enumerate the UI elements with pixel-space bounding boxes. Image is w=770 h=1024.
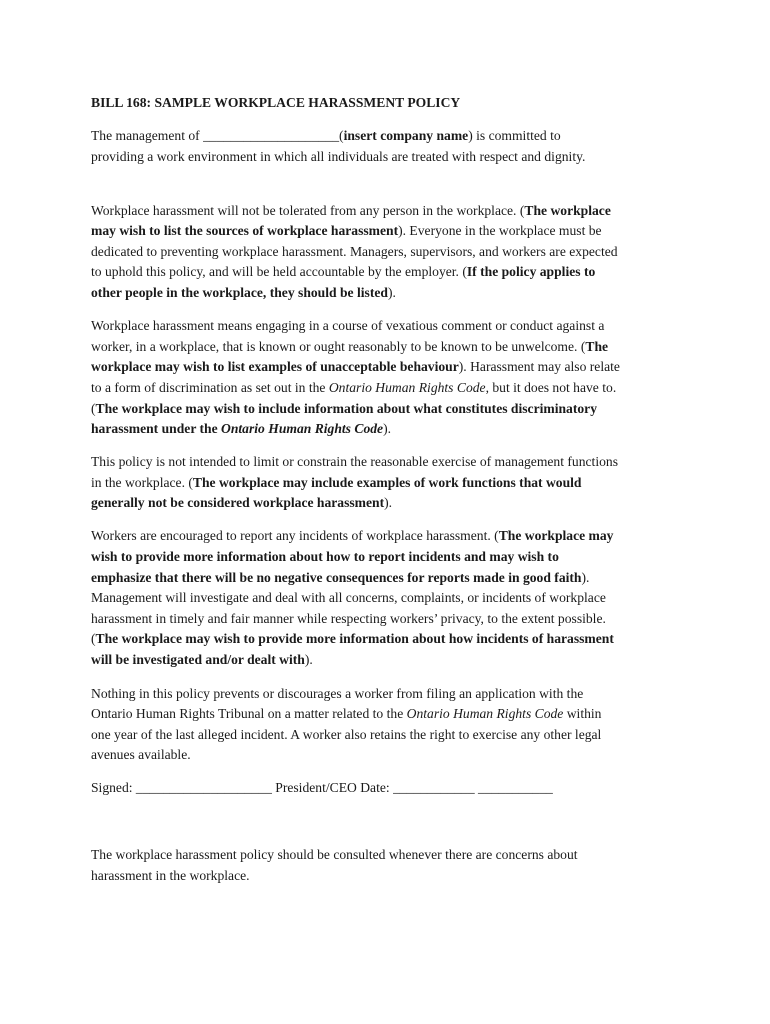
company-name-placeholder: insert company name: [343, 128, 469, 143]
document-title: BILL 168: SAMPLE WORKPLACE HARASSMENT POLICY: [91, 95, 461, 110]
para5-note: The workplace may wish to provide more information about how incidents of harassment: [95, 631, 614, 646]
para6-line-1: Nothing in this policy prevents or discourages a worker from filing an application with the: [91, 686, 584, 701]
para3-line-4: [91, 380, 616, 396]
para3-line-6: [91, 421, 391, 437]
para3-text: ). Harassment may also relate: [458, 359, 620, 374]
para2-text: Workplace harassment will not be tolerated from any person in the workplace. (: [91, 203, 525, 218]
para2-line-5: [91, 285, 396, 301]
para2-note: If the policy applies to: [466, 264, 596, 279]
para5-line-6: [91, 631, 614, 647]
para2-line-4: [91, 264, 595, 280]
para3-note: workplace may wish to list examples of unacceptable behaviour: [91, 359, 459, 374]
para4-line-1: This policy is not intended to limit or constrain the reasonable exercise of management functions: [91, 454, 618, 469]
signature-line: Signed: ____________________ President/CEO Date: ____________ ___________: [91, 780, 553, 795]
closing-line-1: The workplace harassment policy should be consulted whenever there are concerns about: [91, 847, 578, 862]
para6-line-2: [91, 706, 601, 722]
para5-line-1: [91, 528, 613, 544]
para5-line-2: [91, 549, 559, 565]
para3-note: harassment under the: [91, 421, 222, 436]
para3-note: The workplace may wish to include information about what constitutes discriminatory: [95, 401, 597, 416]
para3-text: worker, in a workplace, that is known or ought reasonably to be known to be unwelcome. (: [91, 339, 586, 354]
intro-text: The management of ____________________(: [91, 128, 344, 143]
closing-line-2: harassment in the workplace.: [91, 868, 250, 883]
para3-text: , but it does not have to.: [485, 380, 617, 395]
para3-line-2: [91, 339, 608, 355]
code-reference: Ontario Human Rights Code: [406, 706, 564, 721]
para2-note: may wish to list the sources of workplace harassment: [91, 223, 399, 238]
para3-line-3: [91, 359, 620, 375]
para4-text: ).: [384, 495, 393, 510]
para2-text: ).: [387, 285, 396, 300]
para5-note: wish to provide more information about how to report incidents and may wish to: [91, 549, 559, 564]
para5-text: ).: [304, 652, 313, 667]
intro-line-1: [91, 128, 561, 144]
para6-line-3: one year of the last alleged incident. A worker also retains the right to exercise any other legal: [91, 727, 602, 742]
para2-text: ). Everyone in the workplace must be: [398, 223, 602, 238]
para3-text: (: [91, 401, 96, 416]
para5-line-5: harassment in timely and fair manner while respecting workers’ privacy, to the extent possible.: [91, 611, 606, 626]
para2-line-1: [91, 203, 611, 219]
para2-line-3: dedicated to preventing workplace harassment. Managers, supervisors, and workers are expected: [91, 244, 618, 259]
para2-line-2: [91, 223, 602, 239]
intro-line-2: providing a work environment in which all individuals are treated with respect and dignity.: [91, 149, 586, 164]
para2-note: other people in the workplace, they should be listed: [91, 285, 388, 300]
para4-note: The workplace may include examples of work functions that would: [192, 475, 582, 490]
para3-text: ).: [383, 421, 392, 436]
para5-text: (: [91, 631, 96, 646]
para2-note: The workplace: [524, 203, 611, 218]
code-reference: Ontario Human Rights Code: [221, 421, 384, 436]
para3-line-1: Workplace harassment means engaging in a course of vexatious comment or conduct against a: [91, 318, 605, 333]
code-reference: Ontario Human Rights Code: [328, 380, 486, 395]
intro-text: ) is committed to: [468, 128, 561, 143]
para4-note: generally not be considered workplace harassment: [91, 495, 385, 510]
para5-note: emphasize that there will be no negative consequences for reports made in good faith: [91, 570, 582, 585]
para3-note: The: [585, 339, 609, 354]
para5-text: Workers are encouraged to report any incidents of workplace harassment. (: [91, 528, 499, 543]
para3-line-5: [91, 401, 597, 417]
para6-line-4: avenues available.: [91, 747, 191, 762]
para2-text: to uphold this policy, and will be held accountable by the employer. (: [91, 264, 467, 279]
para3-text: to a form of discrimination as set out in the: [91, 380, 329, 395]
para5-line-3: [91, 570, 589, 586]
para5-note: The workplace may: [498, 528, 614, 543]
para5-line-4: Management will investigate and deal with all concerns, complaints, or incidents of workplace: [91, 590, 606, 605]
para4-line-3: [91, 495, 392, 511]
para5-line-7: [91, 652, 313, 668]
para5-note: will be investigated and/or dealt with: [91, 652, 305, 667]
para5-text: ).: [581, 570, 590, 585]
para6-text: Ontario Human Rights Tribunal on a matter related to the: [91, 706, 407, 721]
para4-text: in the workplace. (: [91, 475, 193, 490]
para6-text: within: [563, 706, 602, 721]
para4-line-2: [91, 475, 582, 491]
